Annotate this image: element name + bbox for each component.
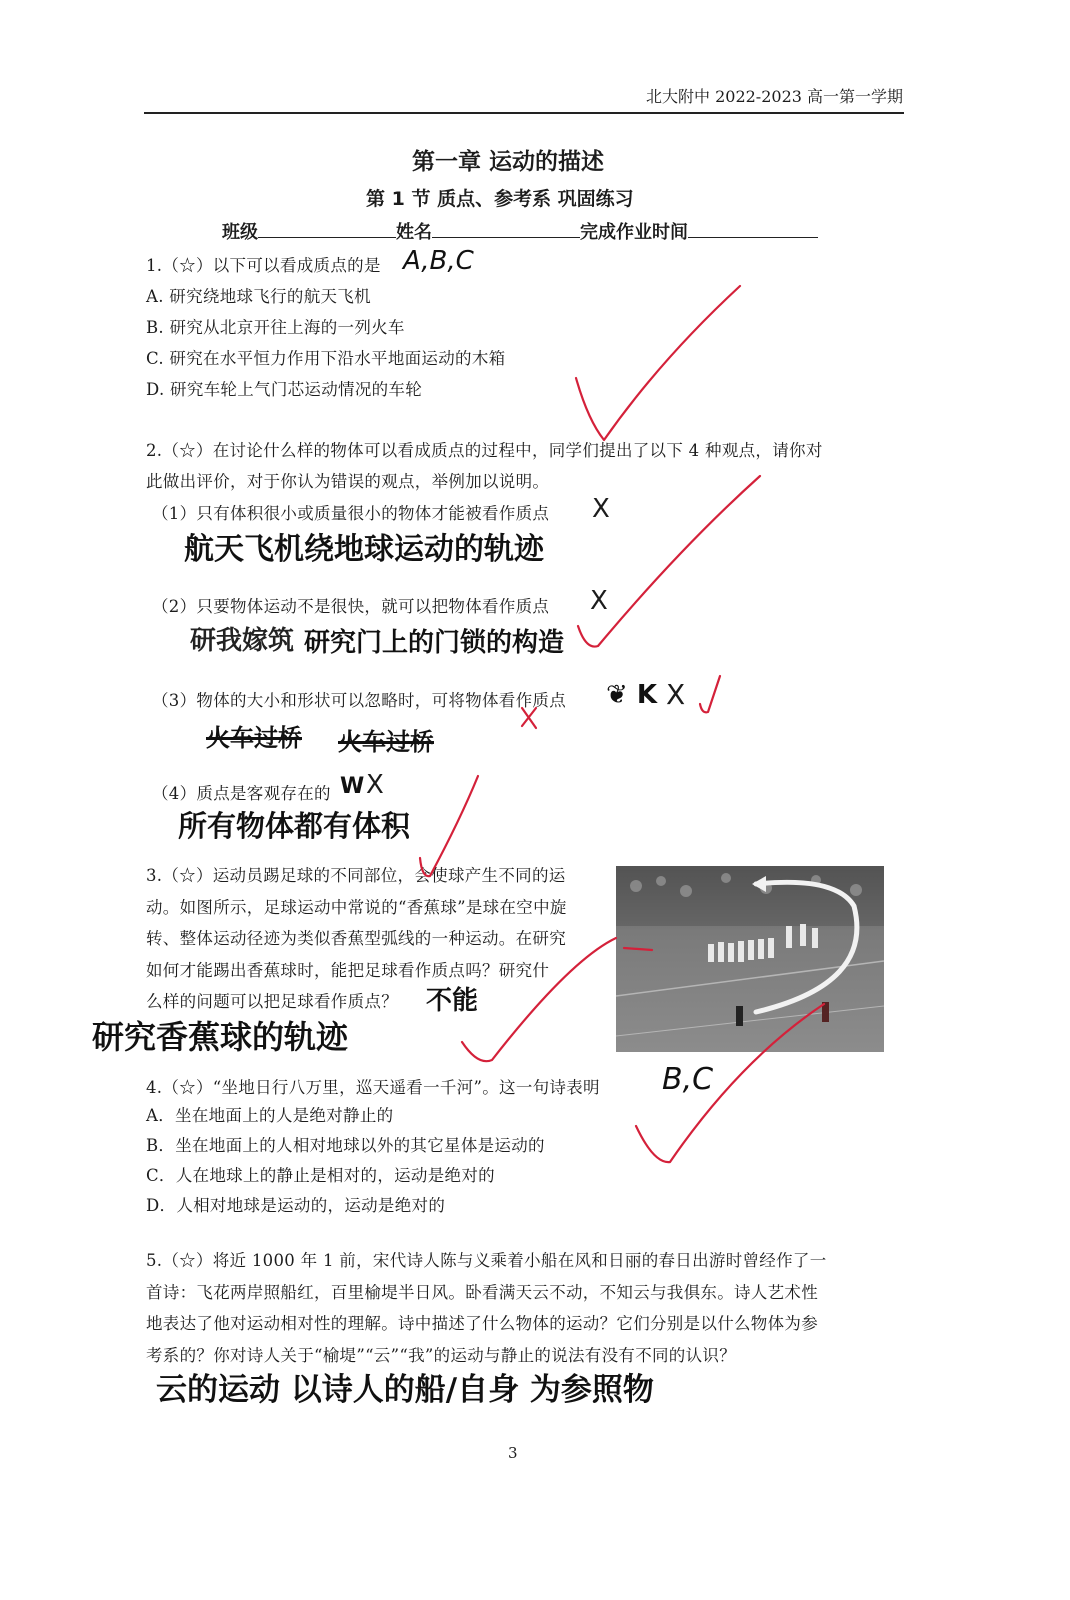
q3-answer-short: 不能 [426,986,479,1016]
q5-line: 考系的？你对诗人关于“榆堤”“云”“我”的运动与静止的说法有没有不同的认识？ [146,1345,737,1365]
q2-item-4-scribble: W [340,774,365,799]
q3-dash [624,948,652,950]
q2-item-1-answer: 航天飞机绕地球运动的轨迹 [184,532,544,567]
q2-item-3-mark: X [666,678,686,711]
q5-line: 首诗：飞花两岸照船红，百里榆堤半日风。卧看满天云不动，不知云与我俱东。诗人艺术性 [146,1282,818,1302]
q2-item-4-answer: 所有物体都有体积 [178,809,411,843]
q4-option-c: C．人在地球上的静止是相对的，运动是绝对的 [146,1166,495,1185]
chapter-title: 第一章 运动的描述 [412,149,605,175]
q1-option-d: D. 研究车轮上气门芯运动情况的车轮 [146,380,423,399]
page-number: 3 [508,1444,518,1462]
q4-option-d: D．人相对地球是运动的，运动是绝对的 [146,1196,446,1215]
q2-item-2: （2）只要物体运动不是很快，就可以把物体看作质点 [152,597,550,616]
time-label: 完成作业时间 [580,222,688,243]
q2-item3-checkmark [700,676,720,712]
class-label: 班级 [222,222,258,243]
q1-stem: 1.（☆）以下可以看成质点的是 [146,256,381,275]
q5-line: 5.（☆）将近 1000 年 1 前，宋代诗人陈与义乘着小船在风和日丽的春日出游时曾经作了一 [146,1251,827,1270]
q2-item-2-mark: X [590,586,608,616]
q3-line: 么样的问题可以把足球看作质点？ [146,992,398,1011]
section-title: 第 1 节 质点、参考系 巩固练习 [366,188,634,210]
q1-checkmark [576,286,740,440]
q3-line: 动。如图所示，足球运动中常说的“香蕉球”是球在空中旋 [146,897,567,917]
q4-option-b: B．坐在地面上的人相对地球以外的其它星体是运动的 [146,1136,545,1155]
q3-answer-long: 研究香蕉球的轨迹 [92,1018,349,1056]
q4-checkmark [636,1004,824,1162]
q2-item-3-answer-crossed-1: 火车过桥 [206,724,302,752]
q5-handwritten-answer: 云的运动 以诗人的船/自身 为参照物 [156,1372,654,1408]
q2-item-3-answer-crossed-2: 火车过桥 [338,728,434,756]
q2-item-3: （3）物体的大小和形状可以忽略时，可将物体看作质点 [152,691,566,710]
q4-option-a: A．坐在地面上的人是绝对静止的 [146,1106,394,1125]
q3-line: 转、整体运动径迹为类似香蕉型弧线的一种运动。在研究 [146,929,566,948]
q1-option-a: A. 研究绕地球飞行的航天飞机 [146,287,371,306]
name-label: 姓名 [396,222,432,243]
q1-option-b: B. 研究从北京开往上海的一列火车 [146,318,405,337]
q5-line: 地表达了他对运动相对性的理解。诗中描述了什么物体的运动？它们分别是以什么物体为参 [146,1314,818,1333]
q2-stem-line2: 此做出评价，对于你认为错误的观点，举例加以说明。 [146,472,550,491]
q2-item4-checkmark [420,776,478,876]
q1-handwritten-answer: A,B,C [403,246,474,276]
q2-item3-small-x [522,708,536,728]
q2-item-2-crossed-out-scribble: 研我嫁筑 [190,626,295,656]
q2-item-4: （4）质点是客观存在的 [152,784,331,803]
q4-handwritten-answer: B,C [662,1062,714,1097]
header-school: 北大附中 2022-2023 高一第一学期 [646,87,904,106]
q1-option-c: C. 研究在水平恒力作用下沿水平地面运动的木箱 [146,349,506,368]
q3-checkmark [462,938,616,1061]
q2-item-3-scribble: ❦ K [606,680,657,710]
q2-item-2-answer: 研究门上的门锁的构造 [304,628,565,658]
q3-line: 如何才能踢出香蕉球时，能把足球看作质点吗？研究什 [146,960,550,980]
q4-stem: 4.（☆）“坐地日行八万里，巡天遥看一千河”。这一句诗表明 [146,1078,600,1097]
q2-stem-line1: 2.（☆）在讨论什么样的物体可以看成质点的过程中，同学们提出了以下 4 种观点，请你对 [146,441,823,460]
q3-line: 3.（☆）运动员踢足球的不同部位，会使球产生不同的运 [146,866,566,885]
q2-item1-checkmark [578,476,760,647]
q2-item-4-mark: X [366,770,384,800]
q2-item-1-mark: X [592,494,610,524]
q2-item-1: （1）只有体积很小或质量很小的物体才能被看作质点 [152,504,550,523]
